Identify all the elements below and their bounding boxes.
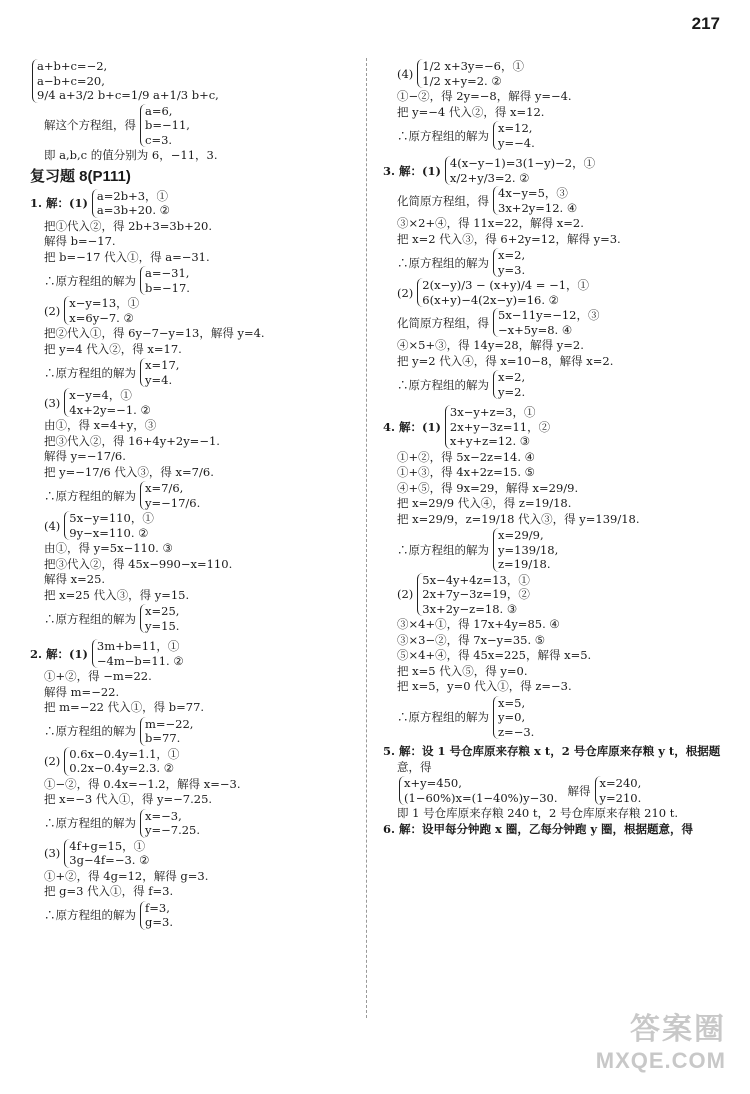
step-line: 把 x=5，y=0 代入①，得 z=−3. — [397, 679, 572, 693]
step-line: ③×2+④，得 11x=22，解得 x=2. — [397, 216, 584, 230]
answer-prefix: ∴原方程组的解为 — [397, 377, 489, 392]
problem-label: (4) — [44, 518, 61, 533]
watermark-url: MXQE.COM — [595, 1048, 726, 1073]
equation-line: f=3, — [145, 900, 170, 915]
answer-prefix: ∴原方程组的解为 — [44, 908, 136, 922]
step-line: 把 x=2 代入③，得 6+2y=12，解得 y=3. — [397, 231, 621, 246]
equation-line: 2x+y−3z=11，② — [449, 419, 551, 434]
problem-statement: 6. 解：设甲每分钟跑 x 圈，乙每分钟跑 y 圈，根据题意，得 — [383, 821, 694, 836]
equation-line: 6(x+y)−4(2x−y)=16. ② — [422, 292, 559, 307]
equation-system — [383, 405, 728, 449]
equation-line: x−y=4，① — [69, 388, 132, 402]
step-line: 把 b=−17 代入①，得 a=−31. — [44, 249, 210, 264]
equation-line: x=12, — [498, 121, 533, 135]
step-line: 把③代入②，得 16+4y+2y=−1. — [44, 433, 220, 448]
conclusion: 即 1 号仓库原来存粮 240 t，2 号仓库原来存粮 210 t. — [397, 806, 679, 820]
equation-line: 3x+2y=12. ④ — [498, 200, 578, 215]
equation-line: 9y−x=110. ② — [69, 525, 149, 540]
equation-line: x+y+z=12. ③ — [449, 434, 531, 448]
equation-line: 4x+2y=−1. ② — [69, 402, 151, 417]
equation-system — [30, 189, 360, 218]
conclusion: 即 a,b,c 的值分别为 6，−11，3. — [44, 148, 218, 162]
step-line: 把 y=−17/6 代入③，得 x=7/6. — [44, 464, 214, 479]
step-line: 把 g=3 代入①，得 f=3. — [44, 884, 174, 898]
right-column — [383, 58, 728, 837]
equation-line: x=17, — [145, 358, 180, 372]
watermark-logo — [596, 1004, 726, 1074]
step-line: 把 y=2 代入④，得 x=10−8，解得 x=2. — [397, 353, 614, 368]
answer-system — [383, 121, 728, 150]
equation-line: 4x−y=5，③ — [498, 186, 568, 200]
equation-line: a=3b+20. ② — [96, 203, 170, 217]
step-line: 把 x=−3 代入①，得 y=−7.25. — [44, 792, 213, 806]
answer-system — [383, 696, 728, 740]
equation-system — [30, 296, 360, 325]
equation-line: g=3. — [145, 915, 173, 929]
equation-line: x=5, — [498, 695, 526, 710]
equation-line: 0.2x−0.4y=2.3. ② — [69, 761, 175, 775]
equation-line: a−b+c=20, — [37, 73, 105, 88]
equation-line: b=−11, — [145, 118, 190, 132]
step-line: 解得 x=25. — [44, 572, 106, 586]
equation-line: a=2b+3，① — [96, 188, 169, 203]
answer-system — [30, 809, 360, 838]
equation-system — [383, 573, 728, 617]
equation-line: x=240, — [599, 776, 642, 790]
answer-system — [30, 481, 360, 510]
step-line: 解得 y=−17/6. — [44, 449, 126, 463]
step-line: ④+⑤，得 9x=29，解得 x=29/9. — [397, 480, 579, 495]
problem-label: (2) — [397, 285, 414, 300]
answer-system — [30, 717, 360, 746]
step-line: ⑤×4+④，得 45x=225，解得 x=5. — [397, 648, 592, 662]
simplified-system — [383, 186, 728, 215]
step-line: 把 x=29/9 代入④，得 z=19/18. — [397, 496, 572, 510]
equation-system — [383, 776, 728, 805]
solution-prefix: 解得 — [567, 783, 591, 798]
step-line: ③×4+①，得 17x+4y=85. ④ — [397, 617, 560, 631]
step-line: 解得 m=−22. — [44, 684, 120, 699]
answer-system — [30, 266, 360, 295]
answer-prefix: ∴原方程组的解为 — [44, 365, 136, 380]
problem-label: 3. 解：(1) — [383, 163, 441, 178]
equation-line: x=7/6, — [145, 481, 184, 495]
step-line: 把①代入②，得 2b+3=3b+20. — [44, 218, 213, 233]
equation-line: y=−7.25. — [145, 823, 201, 837]
step-line: ①−②，得 2y=−8，解得 y=−4. — [397, 89, 572, 103]
problem-statement: 5. 解：设 1 号仓库原来存粮 x t，2 号仓库原来存粮 y t，根据题 — [383, 744, 721, 758]
problem-label: (2) — [44, 754, 61, 768]
answer-prefix: ∴原方程组的解为 — [397, 255, 489, 270]
equation-line: 5x−y=110，① — [69, 511, 154, 525]
equation-line: x−y=13，① — [69, 296, 140, 310]
equation-system — [30, 839, 360, 868]
answer-prefix: ∴原方程组的解为 — [44, 611, 136, 626]
equation-line: (1−60%)x=(1−40%)y−30. — [404, 790, 558, 805]
answer-prefix: ∴原方程组的解为 — [44, 488, 136, 503]
equation-system — [383, 59, 728, 88]
problem-label: (3) — [44, 395, 61, 410]
equation-line: 3x−y+z=3，① — [449, 405, 536, 419]
equation-line: 5x−4y+4z=13，① — [422, 572, 530, 587]
column-divider — [366, 58, 367, 1018]
step-line: 把 m=−22 代入①，得 b=77. — [44, 700, 205, 714]
step-line: 把 y=−4 代入②，得 x=12. — [397, 104, 545, 119]
equation-system — [383, 278, 728, 307]
equation-line: x=2, — [498, 248, 526, 262]
equation-line: 0.6x−0.4y=1.1，① — [69, 746, 180, 761]
equation-line: 2(x−y)/3 − (x+y)/4 = −1，① — [422, 278, 590, 292]
problem-label: (2) — [44, 303, 61, 318]
step-line: ④×5+③，得 14y=28，解得 y=2. — [397, 338, 584, 352]
equation-line: 5x−11y=−12，③ — [498, 308, 600, 322]
equation-line: c=3. — [145, 132, 173, 147]
equation-line: y=210. — [599, 790, 642, 805]
equation-line: a=−31, — [145, 266, 190, 280]
step-line: ①+②，得 −m=22. — [44, 669, 152, 683]
equation-line: x=2, — [498, 370, 526, 384]
simplify-prefix: 化简原方程组，得 — [397, 193, 489, 208]
equation-line: y=15. — [145, 618, 180, 633]
equation-system — [30, 388, 360, 417]
answer-prefix: ∴原方程组的解为 — [44, 273, 136, 288]
step-line: ①+③，得 4x+2z=15. ⑤ — [397, 465, 535, 479]
equation-line: 9/4 a+3/2 b+c=1/9 a+1/3 b+c, — [37, 88, 219, 102]
answer-system — [30, 358, 360, 387]
step-line: 把 x=29/9，z=19/18 代入③，得 y=139/18. — [397, 511, 640, 526]
equation-line: y=2. — [498, 384, 526, 399]
equation-system — [383, 156, 728, 185]
equation-line: m=−22, — [145, 716, 194, 731]
simplified-system — [383, 308, 728, 337]
equation-system — [30, 511, 360, 540]
step-line: 把③代入②，得 45x−990−x=110. — [44, 556, 233, 571]
equation-line: x+y=450, — [404, 776, 462, 790]
equation-line: z=19/18. — [498, 557, 551, 571]
answer-prefix: ∴原方程组的解为 — [44, 724, 136, 738]
step-line: ①−②，得 0.4x=−1.2，解得 x=−3. — [44, 776, 241, 791]
watermark-text: 答案圈 — [630, 1013, 726, 1046]
equation-line: 3x+2y−z=18. ③ — [422, 601, 518, 616]
equation-line: y=3. — [498, 262, 526, 277]
equation-line: x=6y−7. ② — [69, 310, 134, 325]
step-line: ①+②，得 4g=12，解得 g=3. — [44, 868, 209, 883]
problem-label: 4. 解：(1) — [383, 419, 441, 434]
equation-line: 1/2 x+y=2. ② — [422, 73, 502, 88]
equation-line: a+b+c=−2, — [37, 59, 108, 73]
page-number: 217 — [691, 14, 720, 33]
problem-label: 1. 解：(1) — [30, 196, 88, 210]
problem-label: (2) — [397, 587, 414, 602]
step-line: 解得 b=−17. — [44, 234, 116, 248]
equation-line: x=29/9, — [498, 528, 544, 542]
equation-line: 2x+7y−3z=19，② — [422, 587, 530, 601]
equation-line: y=4. — [145, 372, 173, 387]
section-heading: 复习题 8(P111) — [30, 167, 131, 185]
simplify-prefix: 化简原方程组，得 — [397, 315, 489, 330]
equation-line: 3g−4f=−3. ② — [69, 853, 150, 867]
equation-line: y=0, — [498, 710, 526, 724]
answer-prefix: ∴原方程组的解为 — [397, 542, 489, 557]
equation-line: x/2+y/3=2. ② — [449, 170, 530, 185]
answer-system — [383, 248, 728, 277]
step-line: 由①，得 x=4+y，③ — [44, 418, 157, 432]
step-line: 由①，得 y=5x−110. ③ — [44, 541, 173, 555]
answer-system — [383, 528, 728, 572]
equation-system — [30, 59, 360, 103]
equation-line: b=77. — [145, 731, 181, 745]
equation-line: 4f+g=15，① — [69, 838, 146, 853]
equation-line: 3m+b=11，① — [96, 639, 180, 653]
equation-line: x=−3, — [145, 808, 182, 823]
equation-line: −x+5y=8. ④ — [498, 322, 573, 337]
answer-system — [383, 370, 728, 399]
step-line: 把 x=25 代入③，得 y=15. — [44, 587, 190, 602]
equation-line: y=−17/6. — [145, 495, 201, 510]
equation-system — [30, 639, 360, 668]
step-line: ①+②，得 5x−2z=14. ④ — [397, 449, 535, 464]
step-line: 把 x=5 代入⑤，得 y=0. — [397, 663, 528, 678]
equation-line: z=−3. — [498, 724, 535, 739]
answer-system — [30, 901, 360, 930]
equation-line: a=6, — [145, 103, 173, 118]
equation-line: y=139/18, — [498, 542, 559, 557]
answer-prefix: ∴原方程组的解为 — [44, 816, 136, 830]
answer-prefix: ∴原方程组的解为 — [397, 128, 489, 143]
solution-system — [30, 104, 360, 148]
equation-line: 4(x−y−1)=3(1−y)−2，① — [449, 156, 596, 170]
solution-prefix: 解这个方程组，得 — [44, 118, 136, 133]
equation-line: 1/2 x+3y=−6，① — [422, 59, 524, 73]
answer-prefix: ∴原方程组的解为 — [397, 710, 489, 725]
problem-label: (3) — [44, 846, 61, 860]
left-column — [30, 58, 360, 931]
equation-line: −4m−b=11. ② — [96, 653, 184, 668]
answer-system — [30, 604, 360, 633]
problem-label: 2. 解：(1) — [30, 646, 88, 661]
problem-statement: 意，得 — [397, 759, 432, 774]
step-line: ③×3−②，得 7x−y=35. ⑤ — [397, 632, 546, 647]
step-line: 把 y=4 代入②，得 x=17. — [44, 341, 182, 356]
equation-line: y=−4. — [498, 135, 535, 150]
equation-line: x=25, — [145, 604, 180, 618]
equation-system — [30, 747, 360, 776]
problem-label: (4) — [397, 66, 414, 81]
step-line: 把②代入①，得 6y−7−y=13，解得 y=4. — [44, 326, 265, 340]
equation-line: b=−17. — [145, 280, 190, 295]
